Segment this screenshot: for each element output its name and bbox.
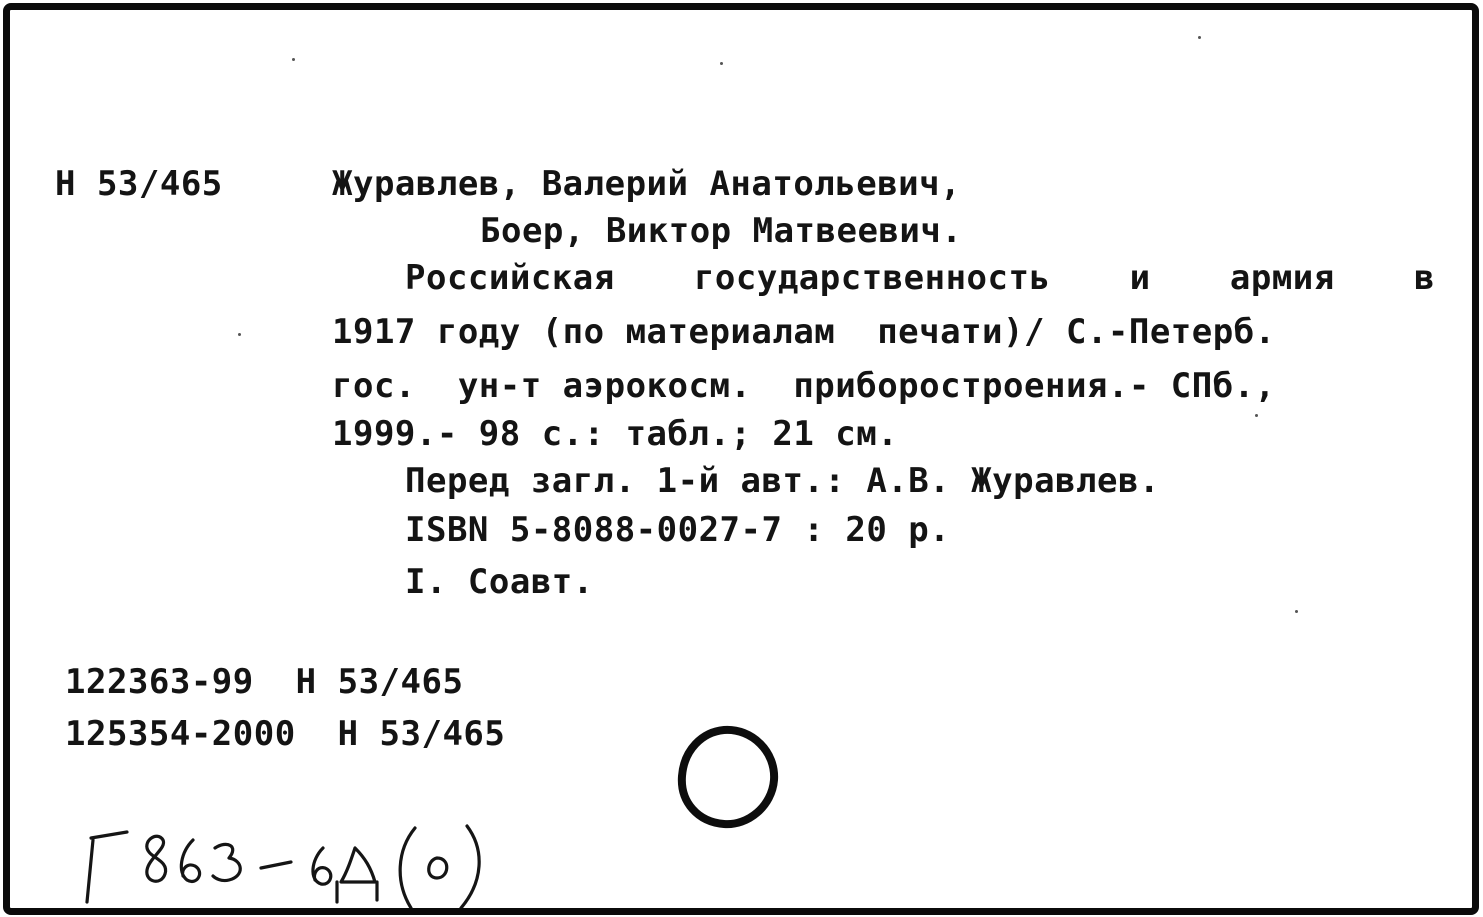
title-word: Российская xyxy=(405,258,615,298)
catalog-card xyxy=(3,3,1479,915)
dust-speck xyxy=(1295,610,1298,613)
dust-speck xyxy=(720,62,723,65)
tracing-line: I. Соавт. xyxy=(405,562,594,602)
title-word: армия xyxy=(1229,258,1335,298)
dust-speck xyxy=(1198,36,1201,39)
title-word: и xyxy=(1129,258,1151,298)
coauthor: Боер, Виктор Матвеевич. xyxy=(480,211,963,251)
circle-mark-icon xyxy=(672,722,782,832)
imprint-line: гос. ун-т аэрокосм. приборостроения.- СПб., xyxy=(332,366,1276,406)
isbn-line: ISBN 5-8088-0027-7 : 20 р. xyxy=(405,510,951,550)
note-line: Перед загл. 1-й авт.: А.В. Журавлев. xyxy=(405,461,1160,501)
dust-speck xyxy=(292,58,295,61)
accession-number: 125354-2000 Н 53/465 xyxy=(65,714,506,754)
title-line-1 xyxy=(405,258,1435,298)
shelf-mark: Н 53/465 xyxy=(55,164,223,204)
main-author: Журавлев, Валерий Анатольевич, xyxy=(332,164,962,204)
collation-line: 1999.- 98 с.: табл.; 21 см. xyxy=(332,414,899,454)
accession-number: 122363-99 Н 53/465 xyxy=(65,662,464,702)
dust-speck xyxy=(1255,414,1258,417)
title-word: в xyxy=(1413,258,1435,298)
title-word: государственность xyxy=(693,258,1051,298)
dust-speck xyxy=(238,333,241,336)
title-line-2: 1917 году (по материалам печати)/ С.-Петерб. xyxy=(332,312,1276,352)
handwritten-classification xyxy=(65,810,525,910)
